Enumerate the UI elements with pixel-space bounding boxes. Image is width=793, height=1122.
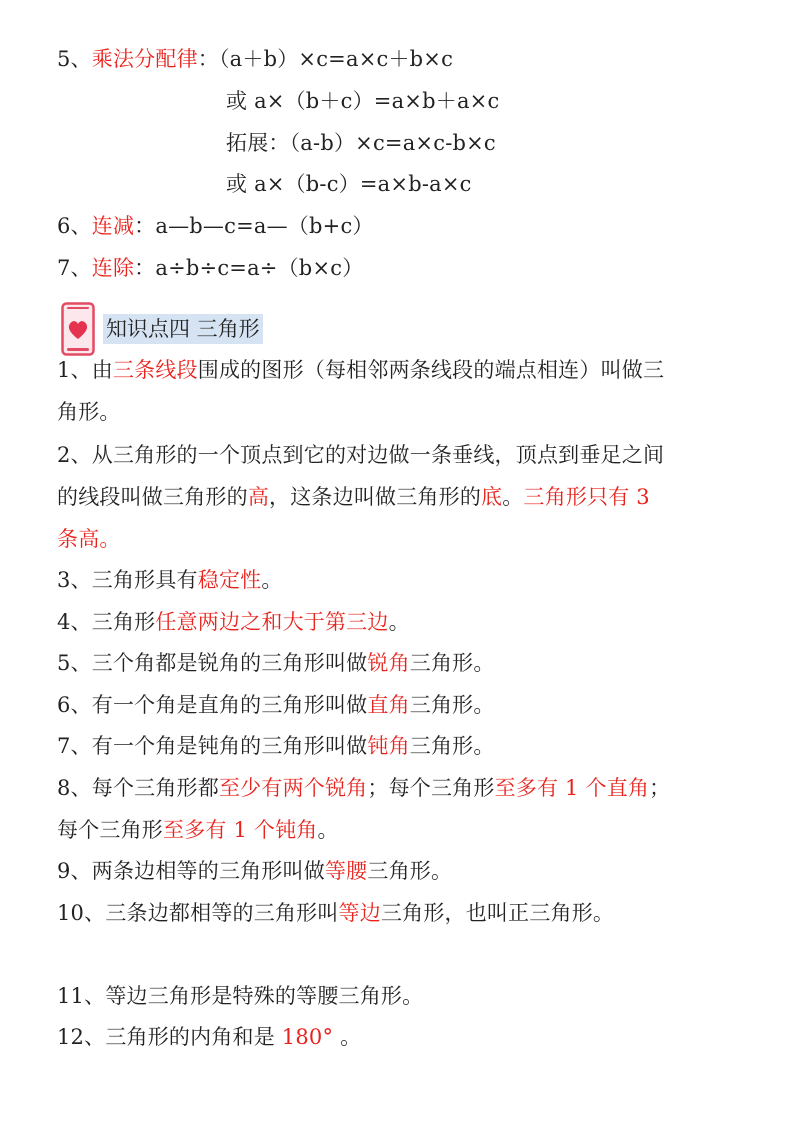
text-segment: 三角形。 — [409, 651, 495, 675]
text-segment: ；每个三角形 — [367, 776, 495, 800]
point-line — [57, 1022, 361, 1052]
text-segment: 10、三条边都相等的三角形叫 — [57, 901, 339, 925]
text-segment: 8、每个三角形都 — [57, 776, 219, 800]
highlighted-term: 乘法分配律 — [91, 47, 198, 71]
point-line — [57, 773, 670, 803]
point-line — [57, 981, 423, 1011]
highlighted-term: 三角形只有 3 — [523, 485, 650, 509]
text-segment: 5、 — [57, 47, 92, 71]
text-segment: 2、从三角形的一个顶点到它的对边做一条垂线，顶点到垂足之间 — [57, 443, 665, 467]
point-line — [57, 607, 410, 637]
highlighted-term: 条高。 — [57, 527, 121, 551]
highlighted-term: 至多有 1 个钝角 — [163, 818, 318, 842]
text-segment: 6、有一个角是直角的三角形叫做 — [57, 693, 368, 717]
highlighted-term: 锐角 — [367, 651, 410, 675]
formula-line — [57, 211, 374, 241]
text-segment: 6、 — [57, 214, 92, 238]
text-segment: 12、三角形的内角和是 — [57, 1025, 282, 1049]
point-line — [57, 524, 121, 554]
text-segment: ：a—b—c=a—（b+c） — [134, 214, 374, 238]
highlighted-term: 稳定性 — [197, 568, 262, 592]
text-segment: 。 — [261, 568, 283, 592]
formula-line — [57, 253, 363, 283]
highlighted-term: 连除 — [91, 256, 135, 280]
point-line — [57, 898, 614, 928]
text-segment: 的线段叫做三角形的 — [57, 485, 248, 509]
point-line — [57, 440, 664, 470]
highlighted-term: 任意两边之和大于第三边 — [155, 610, 389, 634]
highlighted-term: 至少有两个锐角 — [218, 776, 368, 800]
section-heading — [61, 301, 263, 357]
text-segment: 三角形。 — [409, 734, 495, 758]
formula-line — [226, 169, 472, 199]
point-line — [57, 815, 339, 845]
text-segment: ，这条边叫做三角形的 — [269, 485, 482, 509]
text-segment: 7、有一个角是钝角的三角形叫做 — [57, 734, 368, 758]
heart-phone-icon — [61, 302, 95, 356]
text-segment: 三角形。 — [367, 859, 453, 883]
text-segment: 每个三角形 — [57, 818, 163, 842]
text-segment: 或 a×（b＋c）=a×b＋a×c — [226, 89, 500, 113]
highlighted-term: 高 — [247, 485, 270, 509]
point-line — [57, 482, 650, 512]
highlighted-term: 底 — [481, 485, 503, 509]
text-segment: 9、两条边相等的三角形叫做 — [57, 859, 325, 883]
highlighted-term: 钝角 — [367, 734, 410, 758]
text-segment: ：（a＋b）×c=a×c＋b×c — [197, 47, 454, 71]
text-segment: 5、三个角都是锐角的三角形叫做 — [57, 651, 368, 675]
text-segment: 三角形，也叫正三角形。 — [380, 901, 615, 925]
text-segment: 1、由 — [57, 358, 113, 382]
highlighted-term: 连减 — [91, 214, 135, 238]
highlighted-term: 直角 — [367, 693, 410, 717]
text-segment: ：a÷b÷c=a÷（b×c） — [134, 256, 364, 280]
text-segment: 4、三角形 — [57, 610, 156, 634]
highlighted-term: 等腰 — [324, 859, 368, 883]
highlighted-term: 至多有 1 个直角 — [494, 776, 650, 800]
text-segment: 11、等边三角形是特殊的等腰三角形。 — [57, 984, 424, 1008]
point-line — [57, 648, 495, 678]
point-line — [57, 731, 495, 761]
text-segment: ； — [649, 776, 671, 800]
formula-line — [57, 44, 453, 74]
highlighted-term: 180° — [281, 1025, 334, 1049]
text-segment: 或 a×（b-c）=a×b-a×c — [226, 172, 472, 196]
text-segment: 角形。 — [57, 400, 121, 424]
text-segment: 。 — [502, 485, 524, 509]
text-segment: 围成的图形（每相邻两条线段的端点相连）叫做三 — [197, 358, 665, 382]
text-segment: 。 — [317, 818, 339, 842]
highlighted-term: 等边 — [338, 901, 381, 925]
text-segment: 7、 — [57, 256, 92, 280]
point-line — [57, 565, 283, 595]
formula-line — [226, 128, 496, 158]
text-segment: 。 — [333, 1025, 362, 1049]
highlighted-term: 三条线段 — [112, 358, 198, 382]
formula-line — [226, 86, 499, 116]
text-segment: 3、三角形具有 — [57, 568, 198, 592]
point-line — [57, 856, 452, 886]
point-line — [57, 690, 495, 720]
text-segment: 三角形。 — [409, 693, 495, 717]
point-line — [57, 397, 121, 427]
point-line — [57, 355, 664, 385]
section-title: 知识点四 三角形 — [103, 314, 263, 344]
text-segment: 拓展：（a-b）×c=a×c-b×c — [226, 131, 496, 155]
text-segment: 。 — [388, 610, 410, 634]
